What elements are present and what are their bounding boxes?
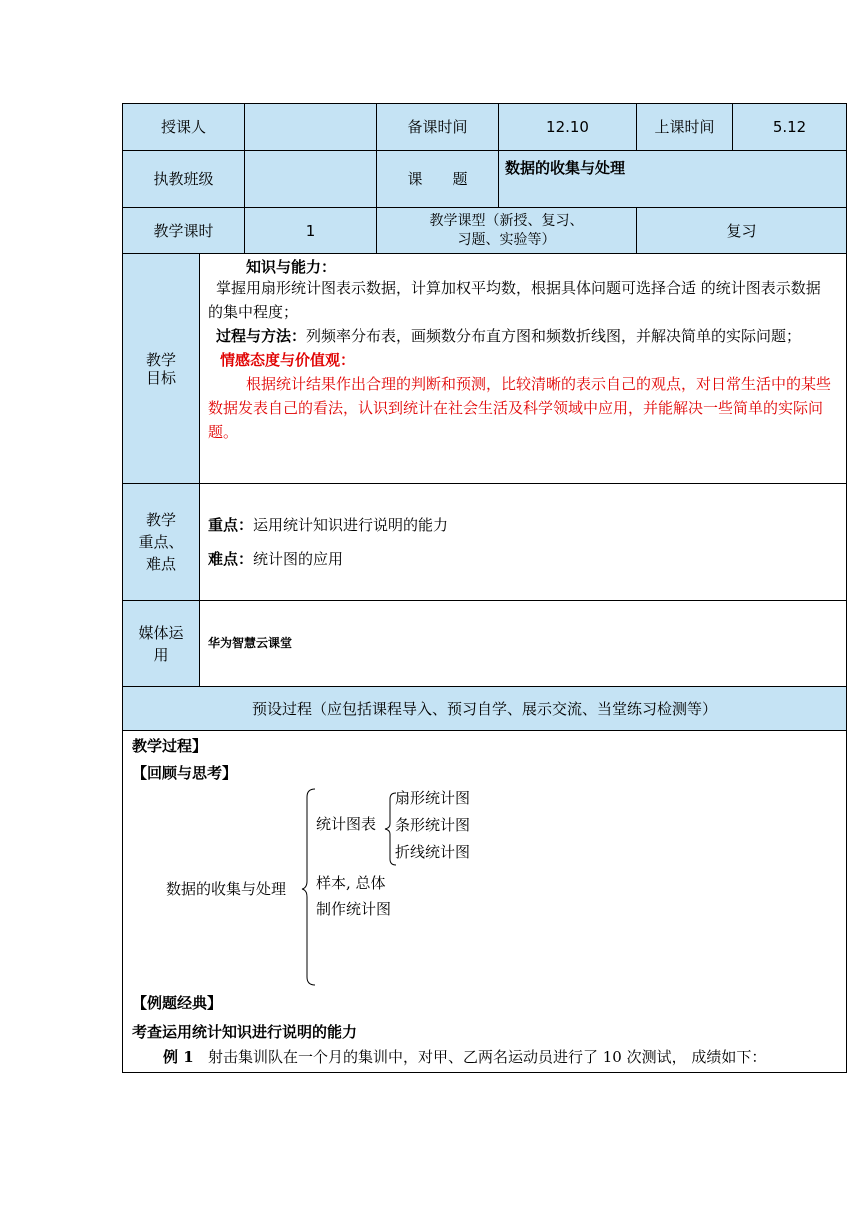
media-row — [123, 601, 847, 687]
knowledge-title: 知识与能力： — [246, 258, 337, 276]
knowledge-text: 掌握用扇形统计图表示数据，计算加权平均数，根据具体问题可选择合适 的统计图表示数据 的集中程度； — [208, 279, 821, 321]
objectives-label — [123, 254, 200, 484]
class-time-value: 5.12 — [733, 104, 847, 151]
media-value: 华为智慧云课堂 — [200, 601, 847, 687]
objectives-content — [200, 254, 847, 484]
key-points-content — [200, 484, 847, 601]
key-points-row — [123, 484, 847, 601]
key-text: 运用统计知识进行说明的能力 — [253, 516, 449, 534]
preset-process-header: 预设过程（应包括课程导入、预习自学、展示交流、当堂练习检测等） — [123, 687, 847, 731]
tree-branch-sample: 样本, 总体 — [316, 874, 386, 892]
type-label-line-1: 教学课型（新授、复习、 — [429, 212, 584, 229]
difficult-text: 统计图的应用 — [253, 550, 344, 568]
type-label-line-2: 习题、实验等） — [457, 231, 556, 248]
key-title: 重点： — [208, 516, 254, 534]
teacher-value — [245, 104, 377, 151]
teaching-process-title: 教学过程】 — [132, 737, 208, 755]
key-label-line-1: 教学 — [145, 511, 176, 529]
exam-focus: 考查运用统计知识进行说明的能力 — [132, 1023, 358, 1041]
objectives-row — [123, 254, 847, 484]
class-label: 执教班级 — [123, 151, 245, 208]
preset-process-body-row — [123, 731, 847, 1073]
topic-value: 数据的收集与处理 — [499, 151, 847, 208]
topic-label: 课 题 — [377, 151, 499, 208]
process-title: 过程与方法： — [216, 327, 307, 345]
preset-process-body — [123, 731, 847, 1073]
hours-value: 1 — [245, 208, 377, 254]
tree-chart-2: 条形统计图 — [395, 816, 471, 834]
tree-chart-3: 折线统计图 — [395, 843, 471, 861]
attitude-text: 根据统计结果作出合理的判断和预测，比较清晰的表示自己的观点，对日常生活中的某些数据发表自己的看法，认识到统计在社会生活及科学领域中应用，并能解决一些简单的实际问题。 — [208, 375, 832, 441]
prep-time-value: 12.10 — [499, 104, 637, 151]
examples-title: 【例题经典】 — [132, 994, 223, 1012]
header-row-2 — [123, 151, 847, 208]
review-title: 【回顾与思考】 — [132, 764, 238, 782]
tree-root-brace — [301, 788, 317, 986]
process-text: 列频率分布表，画频数分布直方图和频数折线图，并解决简单的实际问题； — [306, 327, 802, 345]
class-value — [245, 151, 377, 208]
teacher-label: 授课人 — [123, 104, 245, 151]
prep-time-label: 备课时间 — [377, 104, 499, 151]
attitude-title: 情感态度与价值观： — [220, 351, 356, 369]
header-row-3 — [123, 208, 847, 254]
header-row-1 — [123, 104, 847, 151]
media-label-line-1: 媒体运 — [138, 623, 184, 642]
type-label — [377, 208, 637, 254]
difficult-title: 难点： — [208, 550, 254, 568]
key-label-line-2: 重点、 — [138, 533, 184, 551]
media-label — [123, 601, 200, 687]
hours-label: 教学课时 — [123, 208, 245, 254]
tree-root: 数据的收集与处理 — [166, 880, 287, 898]
lesson-plan-table — [122, 103, 847, 1073]
key-points-label — [123, 484, 200, 601]
tree-chart-1: 扇形统计图 — [395, 789, 471, 807]
example-label: 例 1 — [163, 1048, 194, 1066]
example-1 — [123, 1043, 846, 1072]
tree-branch-make: 制作统计图 — [316, 900, 392, 918]
class-time-label: 上课时间 — [637, 104, 733, 151]
media-label-line-2: 用 — [153, 645, 169, 664]
example-text: 射击集训队在一个月的集训中，对甲、乙两名运动员进行了 10 次测试， 成绩如下： — [207, 1048, 767, 1066]
tree-branch-charts: 统计图表 — [316, 815, 377, 833]
preset-process-header-row — [123, 687, 847, 731]
objectives-label-line-2: 目标 — [145, 368, 176, 387]
type-value: 复习 — [637, 208, 847, 254]
objectives-label-line-1: 教学 — [145, 350, 176, 369]
key-label-line-3: 难点 — [145, 555, 176, 573]
